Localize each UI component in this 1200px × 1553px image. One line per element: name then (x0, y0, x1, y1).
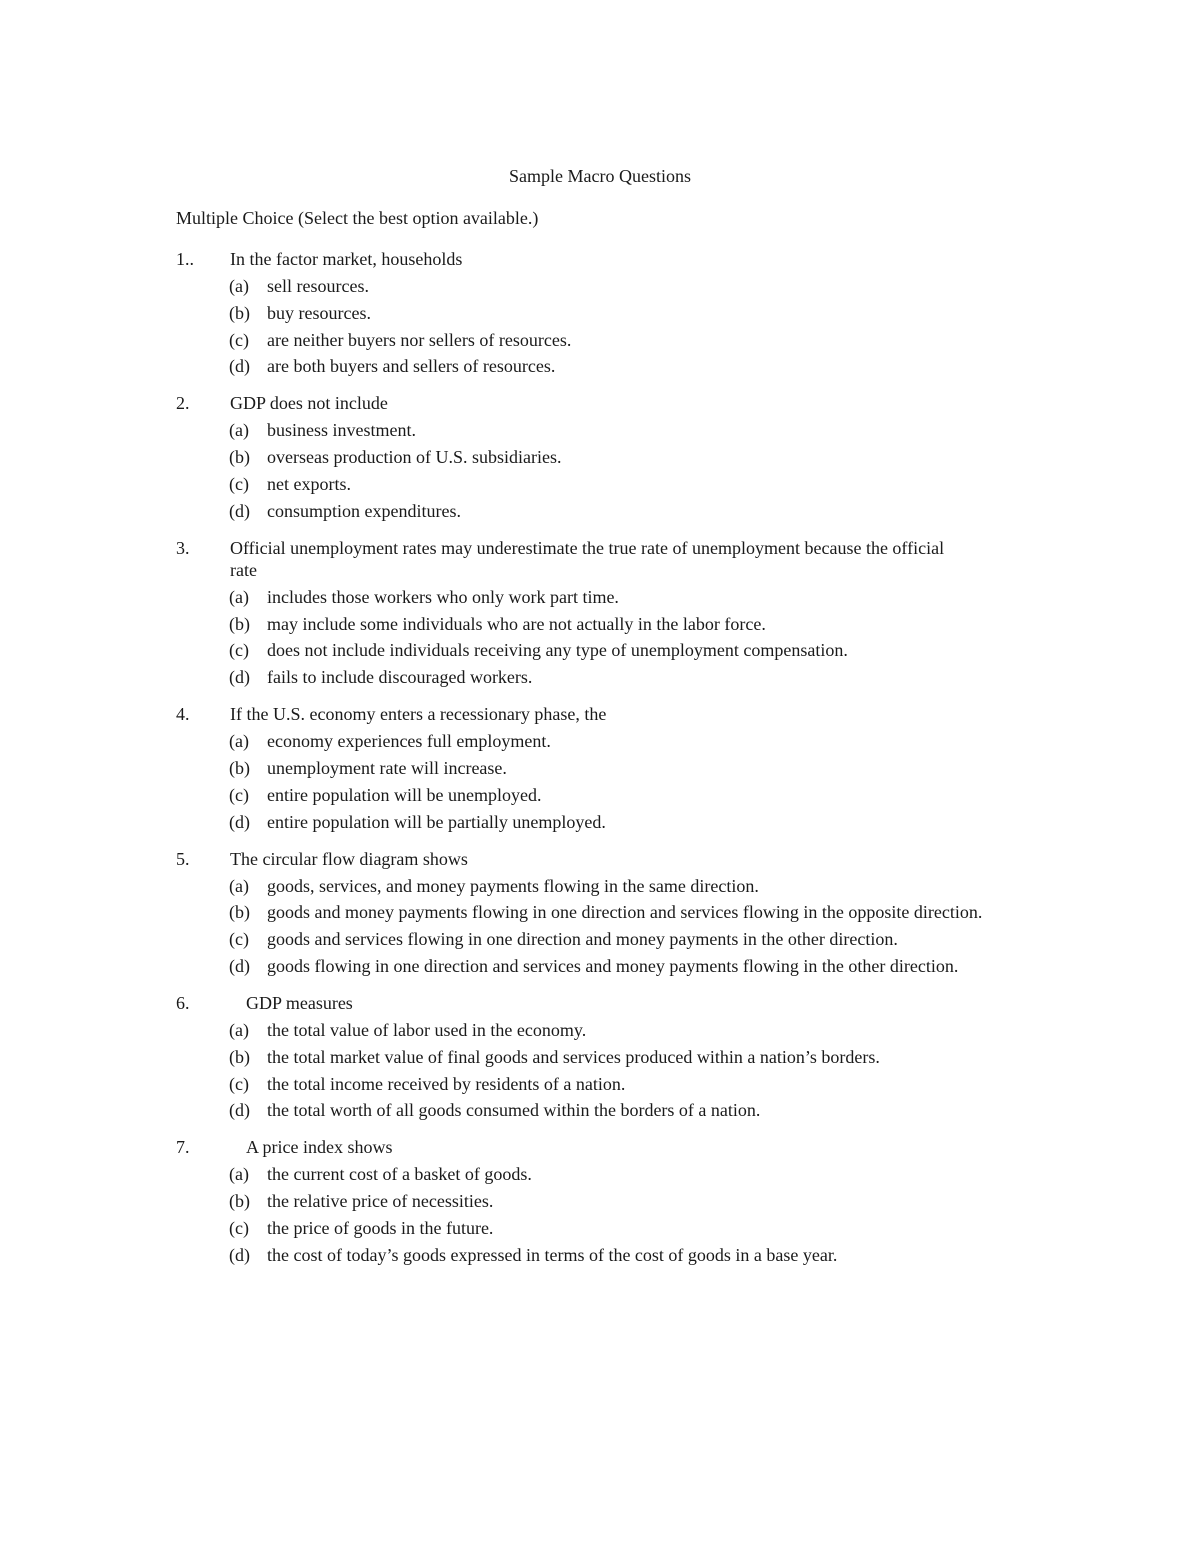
option-a (176, 586, 1047, 608)
option-letter: (a) (229, 731, 249, 752)
option-letter: (d) (229, 356, 250, 377)
option-text: entire population will be partially unemployed. (267, 811, 606, 832)
option-letter: (c) (229, 1217, 249, 1238)
question-text: Official unemployment rates may underestimate the true rate of unemployment because the official rate (230, 537, 945, 580)
option-d (176, 811, 1047, 833)
question-text: If the U.S. economy enters a recessionary phase, the (230, 704, 607, 725)
question-number: 4. (176, 704, 190, 725)
option-text: the total worth of all goods consumed within the borders of a nation. (267, 1100, 761, 1121)
option-text: consumption expenditures. (267, 500, 461, 521)
option-letter: (d) (229, 811, 250, 832)
question-stem (176, 848, 960, 870)
question-list (176, 248, 1026, 1281)
option-text: business investment. (267, 420, 416, 441)
option-text: goods and money payments flowing in one direction and services flowing in the opposite direction. (267, 902, 983, 923)
option-c (176, 473, 1047, 495)
option-letter: (a) (229, 1164, 249, 1185)
option-text: are both buyers and sellers of resources. (267, 356, 556, 377)
option-text: fails to include discouraged workers. (267, 667, 533, 688)
option-letter: (b) (229, 613, 250, 634)
option-list (176, 275, 1026, 377)
option-text: net exports. (267, 473, 351, 494)
option-d (176, 955, 1047, 977)
option-text: buy resources. (267, 302, 371, 323)
question-3 (176, 537, 1026, 688)
option-letter: (c) (229, 929, 249, 950)
option-text: goods flowing in one direction and services and money payments flowing in the other direction. (267, 955, 959, 976)
question-7 (176, 1136, 1026, 1265)
option-text: the relative price of necessities. (267, 1191, 494, 1212)
option-b (176, 1046, 1047, 1068)
option-c (176, 928, 1047, 950)
option-c (176, 329, 1047, 351)
option-text: the current cost of a basket of goods. (267, 1164, 532, 1185)
option-letter: (a) (229, 420, 249, 441)
option-letter: (c) (229, 1073, 249, 1094)
option-letter: (b) (229, 1191, 250, 1212)
option-a (176, 419, 1047, 441)
question-stem (176, 992, 976, 1014)
option-a (176, 1019, 1047, 1041)
option-b (176, 757, 1047, 779)
question-text: The circular flow diagram shows (230, 848, 468, 869)
option-letter: (c) (229, 473, 249, 494)
question-2 (176, 392, 1026, 521)
option-letter: (c) (229, 640, 249, 661)
option-text: overseas production of U.S. subsidiaries. (267, 447, 562, 468)
option-d (176, 1244, 1047, 1266)
option-a (176, 875, 1047, 897)
question-6 (176, 992, 1026, 1121)
question-text: In the factor market, households (230, 249, 463, 269)
option-letter: (d) (229, 1244, 250, 1265)
option-list (176, 730, 1026, 832)
option-letter: (c) (229, 784, 249, 805)
option-list (176, 586, 1026, 688)
option-b (176, 613, 1047, 635)
option-letter: (b) (229, 302, 250, 323)
question-text: GDP does not include (230, 393, 388, 414)
question-number: 7. (176, 1137, 190, 1158)
option-b (176, 901, 1047, 923)
option-d (176, 500, 1047, 522)
question-number: 1.. (176, 249, 194, 269)
question-stem (176, 392, 960, 414)
option-d (176, 355, 1047, 377)
question-stem (176, 1136, 976, 1158)
option-text: sell resources. (267, 276, 369, 296)
option-text: economy experiences full employment. (267, 731, 551, 752)
option-text: may include some individuals who are not actually in the labor force. (267, 613, 766, 634)
question-text: GDP measures (246, 992, 353, 1013)
instructions: Multiple Choice (Select the best option available.) (176, 208, 539, 228)
option-letter: (b) (229, 757, 250, 778)
question-5 (176, 848, 1026, 977)
option-letter: (d) (229, 500, 250, 521)
question-number: 2. (176, 393, 190, 414)
question-1 (176, 248, 1026, 377)
question-stem (176, 248, 960, 270)
option-c (176, 639, 1047, 661)
question-stem (176, 703, 960, 725)
option-text: the total value of labor used in the economy. (267, 1019, 587, 1040)
option-letter: (a) (229, 875, 249, 896)
option-letter: (c) (229, 329, 249, 350)
question-4 (176, 703, 1026, 832)
option-b (176, 302, 1047, 324)
option-letter: (d) (229, 955, 250, 976)
option-letter: (b) (229, 902, 250, 923)
option-text: the price of goods in the future. (267, 1217, 494, 1238)
option-list (176, 1019, 1026, 1121)
option-letter: (b) (229, 447, 250, 468)
option-text: goods, services, and money payments flowing in the same direction. (267, 875, 759, 896)
option-text: the total income received by residents of a nation. (267, 1073, 626, 1094)
option-text: entire population will be unemployed. (267, 784, 542, 805)
option-c (176, 1217, 1047, 1239)
question-stem (176, 537, 960, 581)
option-letter: (d) (229, 667, 250, 688)
option-a (176, 730, 1047, 752)
option-list (176, 875, 1026, 977)
option-text: the cost of today’s goods expressed in terms of the cost of goods in a base year. (267, 1244, 838, 1265)
option-letter: (d) (229, 1100, 250, 1121)
question-number: 6. (176, 992, 190, 1013)
option-letter: (a) (229, 276, 249, 296)
option-b (176, 446, 1047, 468)
option-letter: (a) (229, 586, 249, 607)
option-a (176, 275, 1047, 297)
option-list (176, 1163, 1026, 1265)
option-letter: (b) (229, 1046, 250, 1067)
option-text: goods and services flowing in one direction and money payments in the other direction. (267, 929, 898, 950)
option-b (176, 1190, 1047, 1212)
option-text: does not include individuals receiving any type of unemployment compensation. (267, 640, 848, 661)
question-number: 3. (176, 537, 190, 558)
option-c (176, 1073, 1047, 1095)
option-list (176, 419, 1026, 521)
option-text: the total market value of final goods and services produced within a nation’s borders. (267, 1046, 880, 1067)
option-text: includes those workers who only work part time. (267, 586, 619, 607)
page-title: Sample Macro Questions (509, 166, 691, 186)
option-a (176, 1163, 1047, 1185)
option-d (176, 1099, 1047, 1121)
option-d (176, 666, 1047, 688)
option-text: unemployment rate will increase. (267, 757, 507, 778)
question-number: 5. (176, 848, 190, 869)
question-text: A price index shows (246, 1137, 393, 1158)
option-text: are neither buyers nor sellers of resources. (267, 329, 572, 350)
option-c (176, 784, 1047, 806)
option-letter: (a) (229, 1019, 249, 1040)
